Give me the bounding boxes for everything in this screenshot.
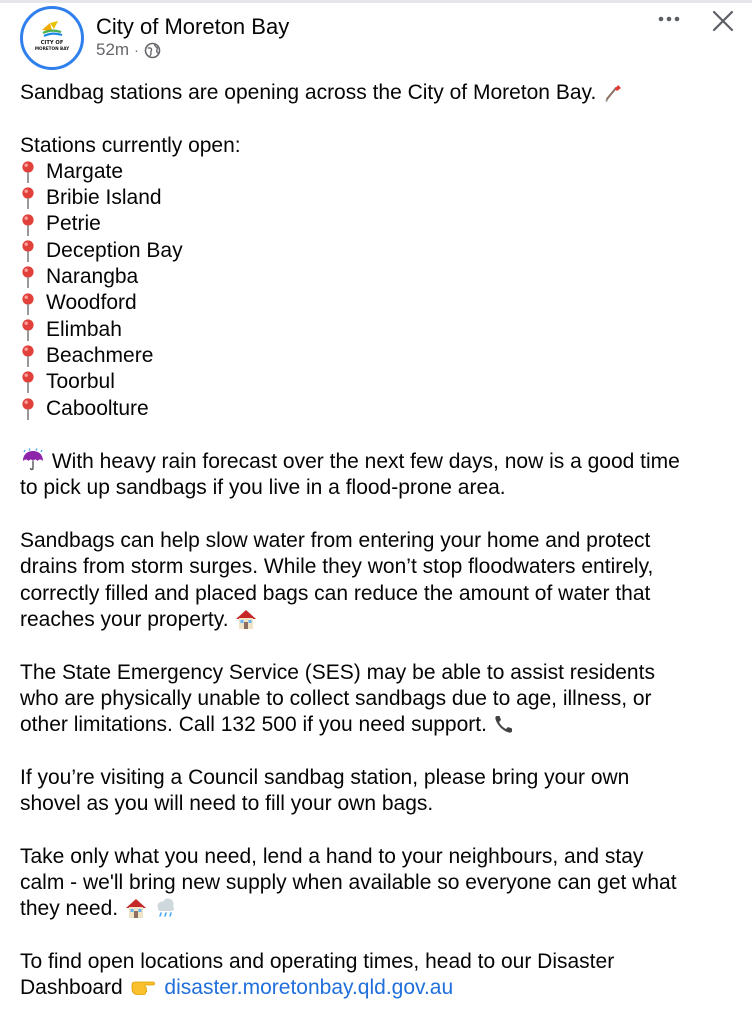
round-pushpin-icon bbox=[20, 370, 36, 394]
round-pushpin-icon bbox=[20, 239, 36, 263]
calm-line-1: Take only what you need, lend a hand to your neighbours, and stay bbox=[20, 844, 644, 868]
sandbags-paragraph bbox=[20, 528, 740, 633]
telephone-receiver-icon bbox=[493, 713, 517, 735]
sandbags-line-3: correctly filled and placed bags can reduce the amount of water that bbox=[20, 581, 651, 605]
pointing-hand-icon bbox=[129, 976, 159, 998]
station-item bbox=[20, 317, 740, 343]
more-horizontal-icon bbox=[652, 6, 686, 32]
meta-separator: · bbox=[134, 42, 139, 58]
intro-text: Sandbag stations are opening across the City of Moreton Bay. bbox=[20, 81, 597, 104]
rain-text-1: With heavy rain forecast over the next few days, now is a good time bbox=[51, 450, 680, 474]
station-label: Deception Bay bbox=[46, 238, 183, 262]
post-body bbox=[20, 80, 740, 1028]
sandbags-line-2: drains from storm surges. While they won’t stop floodwaters entirely, bbox=[20, 555, 654, 579]
dashboard-line-2 bbox=[20, 975, 740, 1001]
round-pushpin-icon bbox=[20, 397, 36, 421]
house-icon bbox=[234, 608, 258, 630]
calm-line-2: calm - we'll bring new supply when available so everyone can get what bbox=[20, 870, 677, 894]
dashboard-line-1: To find open locations and operating times, head to our Disaster bbox=[20, 949, 615, 973]
umbrella-with-rain-icon bbox=[20, 448, 46, 472]
station-item bbox=[20, 264, 740, 290]
station-label: Bribie Island bbox=[46, 186, 162, 210]
station-item bbox=[20, 238, 740, 264]
station-item bbox=[20, 369, 740, 395]
house-icon bbox=[124, 897, 148, 919]
ses-line-1: The State Emergency Service (SES) may be able to assist residents bbox=[20, 660, 655, 684]
station-label: Beachmere bbox=[46, 343, 154, 367]
timestamp[interactable]: 52m bbox=[96, 40, 130, 59]
round-pushpin-icon bbox=[20, 318, 36, 342]
sandbags-line-4 bbox=[20, 607, 740, 633]
shovel-line-1: If you’re visiting a Council sandbag station, please bring your own bbox=[20, 765, 630, 789]
close-button[interactable] bbox=[708, 6, 738, 36]
round-pushpin-icon bbox=[20, 292, 36, 316]
shovel-paragraph bbox=[20, 765, 740, 818]
round-pushpin-icon bbox=[20, 213, 36, 237]
disaster-dashboard-link[interactable]: disaster.moretonbay.qld.gov.au bbox=[164, 976, 454, 1000]
logo-text-line2: MORETON BAY bbox=[34, 46, 70, 51]
round-pushpin-icon bbox=[20, 344, 36, 368]
post-meta bbox=[96, 40, 161, 60]
rain-line-2: to pick up sandbags if you live in a flood-prone area. bbox=[20, 476, 506, 500]
round-pushpin-icon bbox=[20, 265, 36, 289]
ses-text-3: other limitations. Call 132 500 if you need support. bbox=[20, 713, 487, 737]
ses-line-2: who are physically unable to collect sandbags due to age, illness, or bbox=[20, 686, 652, 710]
sandbags-text-4: reaches your property. bbox=[20, 607, 229, 631]
sandbags-line-1: Sandbags can help slow water from entering your home and protect bbox=[20, 529, 651, 553]
council-logo-icon bbox=[23, 9, 81, 67]
logo-text-line1: CITY OF bbox=[40, 40, 64, 46]
more-options-button[interactable] bbox=[652, 6, 686, 32]
cloud-with-rain-icon bbox=[154, 897, 178, 919]
intro-paragraph bbox=[20, 80, 740, 106]
station-item bbox=[20, 290, 740, 316]
calm-line-3 bbox=[20, 896, 740, 922]
station-label: Petrie bbox=[46, 212, 101, 236]
stations-heading: Stations currently open: bbox=[20, 133, 241, 157]
calm-paragraph bbox=[20, 844, 740, 923]
station-label: Narangba bbox=[46, 265, 139, 289]
page-name-link[interactable]: City of Moreton Bay bbox=[96, 14, 290, 39]
rain-line-1 bbox=[20, 448, 740, 475]
station-item bbox=[20, 343, 740, 369]
station-label: Woodford bbox=[46, 291, 137, 315]
station-item bbox=[20, 211, 740, 237]
shovel-icon bbox=[602, 81, 624, 103]
station-item bbox=[20, 159, 740, 185]
station-label: Caboolture bbox=[46, 396, 149, 420]
ses-paragraph bbox=[20, 660, 740, 739]
round-pushpin-icon bbox=[20, 186, 36, 210]
rain-paragraph bbox=[20, 448, 740, 502]
station-item bbox=[20, 396, 740, 422]
dashboard-text-2: Dashboard bbox=[20, 976, 123, 1000]
avatar[interactable] bbox=[20, 6, 84, 70]
dashboard-paragraph bbox=[20, 949, 740, 1002]
station-label: Toorbul bbox=[46, 370, 115, 394]
calm-text-3: they need. bbox=[20, 897, 119, 921]
globe-icon bbox=[144, 42, 161, 59]
close-icon bbox=[708, 6, 738, 36]
post-header bbox=[0, 0, 752, 80]
station-label: Margate bbox=[46, 159, 124, 183]
stations-block bbox=[20, 133, 740, 422]
round-pushpin-icon bbox=[20, 160, 36, 184]
station-item bbox=[20, 185, 740, 211]
shovel-line-2: shovel as you will need to fill your own bags. bbox=[20, 792, 434, 816]
station-label: Elimbah bbox=[46, 317, 122, 341]
ses-line-3 bbox=[20, 712, 740, 738]
